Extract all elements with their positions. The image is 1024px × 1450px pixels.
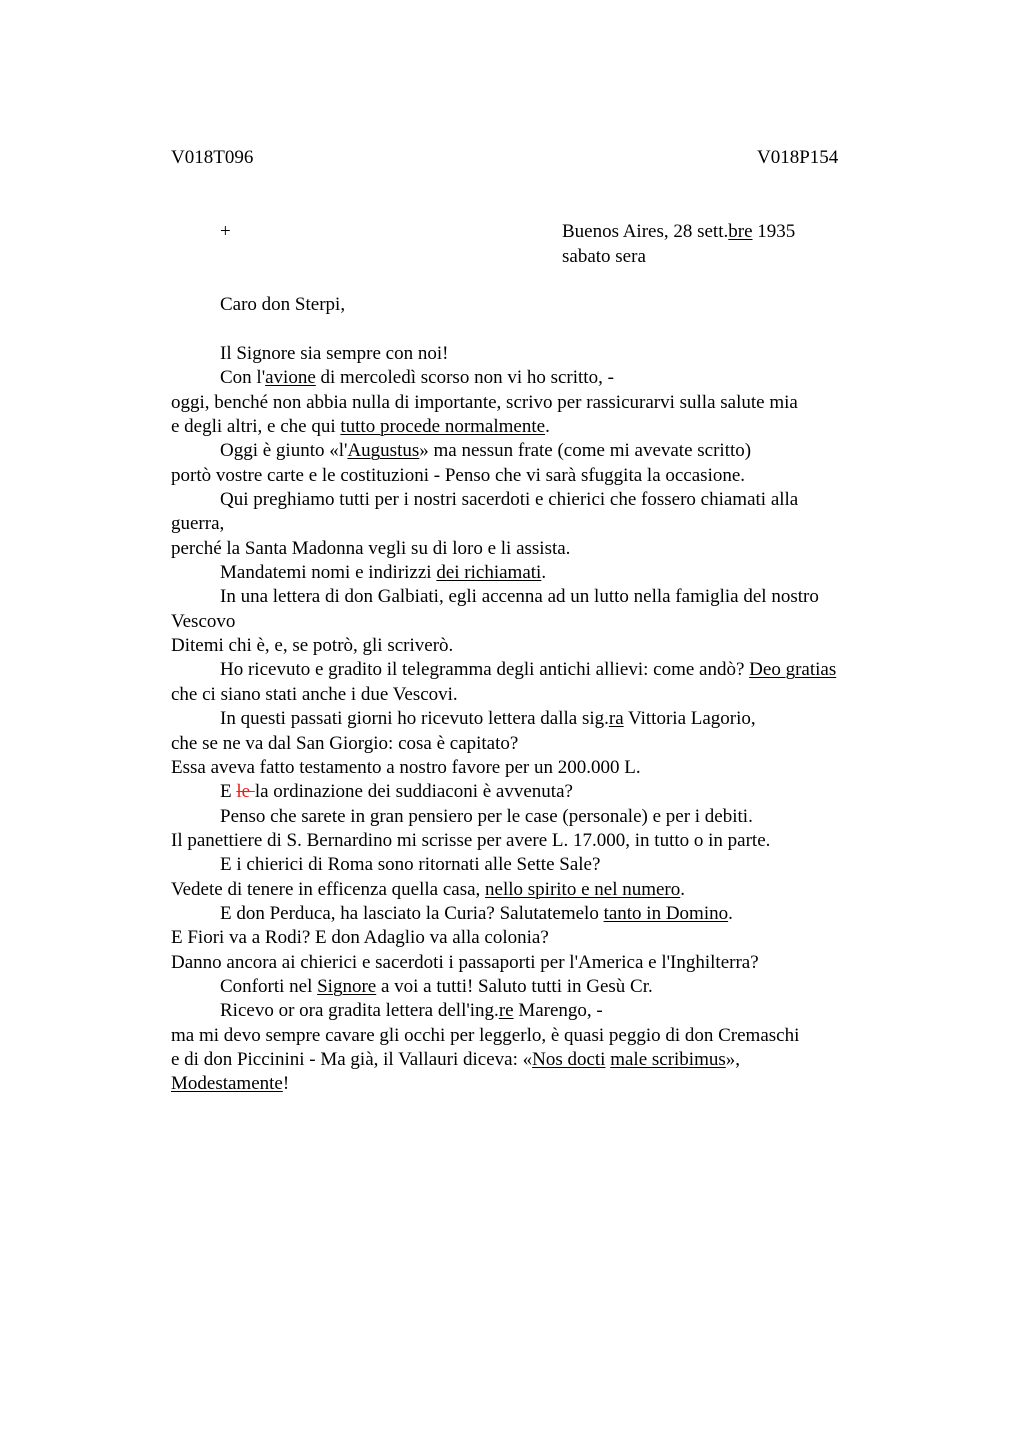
body-line: che se ne va dal San Giorgio: cosa è capitato? — [171, 732, 519, 754]
body-line: Il Signore sia sempre con noi! — [220, 343, 449, 364]
archive-code-right: V018P154 — [757, 147, 839, 168]
body-line: e di don Piccinini - Ma già, il Vallauri diceva: «Nos docti male scribimus», — [171, 1048, 741, 1070]
deleted-word: le — [236, 781, 255, 803]
body-line: oggi, benché non abbia nulla di importante, scrivo per rassicurarvi sulla salute mia — [171, 391, 798, 413]
body-line: E Fiori va a Rodi? E don Adaglio va alla colonia? — [171, 927, 549, 949]
place-date: Buenos Aires, 28 sett.bre 1935 — [562, 221, 796, 242]
letter-body — [171, 342, 931, 1097]
body-line: Essa aveva fatto testamento a nostro favore per un 200.000 L. — [171, 756, 641, 778]
body-line: Ditemi chi è, e, se potrò, gli scriverò. — [171, 635, 454, 657]
body-line: portò vostre carte e le costituzioni - Penso che vi sarà sfuggita la occasione. — [171, 464, 746, 486]
body-line: Modestamente! — [171, 1073, 290, 1095]
body-line: In questi passati giorni ho ricevuto lettera dalla sig.ra Vittoria Lagorio, — [220, 708, 756, 730]
body-line: Penso che sarete in gran pensiero per le case (personale) e per i debiti. — [220, 805, 753, 827]
body-line: Danno ancora ai chierici e sacerdoti i passaporti per l'America e l'Inghilterra? — [171, 951, 759, 973]
archive-code-left: V018T096 — [171, 147, 254, 168]
body-line: E i chierici di Roma sono ritornati alle Sette Sale? — [220, 854, 601, 876]
salutation: Caro don Sterpi, — [220, 294, 346, 315]
body-line: E le la ordinazione dei suddiaconi è avvenuta? — [220, 781, 573, 803]
body-line: Qui preghiamo tutti per i nostri sacerdoti e chierici che fossero chiamati alla — [220, 489, 799, 511]
body-line: Vedete di tenere in efficenza quella casa, nello spirito e nel numero. — [171, 878, 686, 900]
body-line: Ricevo or ora gradita lettera dell'ing.re Marengo, - — [220, 1000, 603, 1022]
body-line: e degli altri, e che qui tutto procede normalmente. — [171, 416, 550, 438]
body-line: ma mi devo sempre cavare gli occhi per leggerlo, è quasi peggio di don Cremaschi — [171, 1024, 800, 1046]
body-line: E don Perduca, ha lasciato la Curia? Salutatemelo tanto in Domino. — [220, 902, 733, 924]
dateline — [562, 220, 795, 269]
body-line: Il panettiere di S. Bernardino mi scrisse per avere L. 17.000, in tutto o in parte. — [171, 829, 771, 851]
body-line: Vescovo — [171, 610, 236, 632]
body-line: Mandatemi nomi e indirizzi dei richiamati. — [220, 562, 547, 584]
body-line: In una lettera di don Galbiati, egli accenna ad un lutto nella famiglia del nostro — [220, 586, 819, 608]
body-line: Con l'avione di mercoledì scorso non vi ho scritto, - — [220, 367, 614, 389]
body-line: Ho ricevuto e gradito il telegramma degli antichi allievi: come andò? Deo gratias — [220, 659, 837, 681]
day-time: sabato sera — [562, 245, 646, 267]
body-line: guerra, — [171, 513, 225, 535]
body-line: perché la Santa Madonna vegli su di loro e li assista. — [171, 537, 571, 559]
body-line: che ci siano stati anche i due Vescovi. — [171, 683, 458, 705]
body-line: Conforti nel Signore a voi a tutti! Saluto tutti in Gesù Cr. — [220, 975, 653, 997]
cross-symbol: + — [220, 221, 231, 242]
body-line: Oggi è giunto «l'Augustus» ma nessun frate (come mi avevate scritto) — [220, 440, 752, 462]
